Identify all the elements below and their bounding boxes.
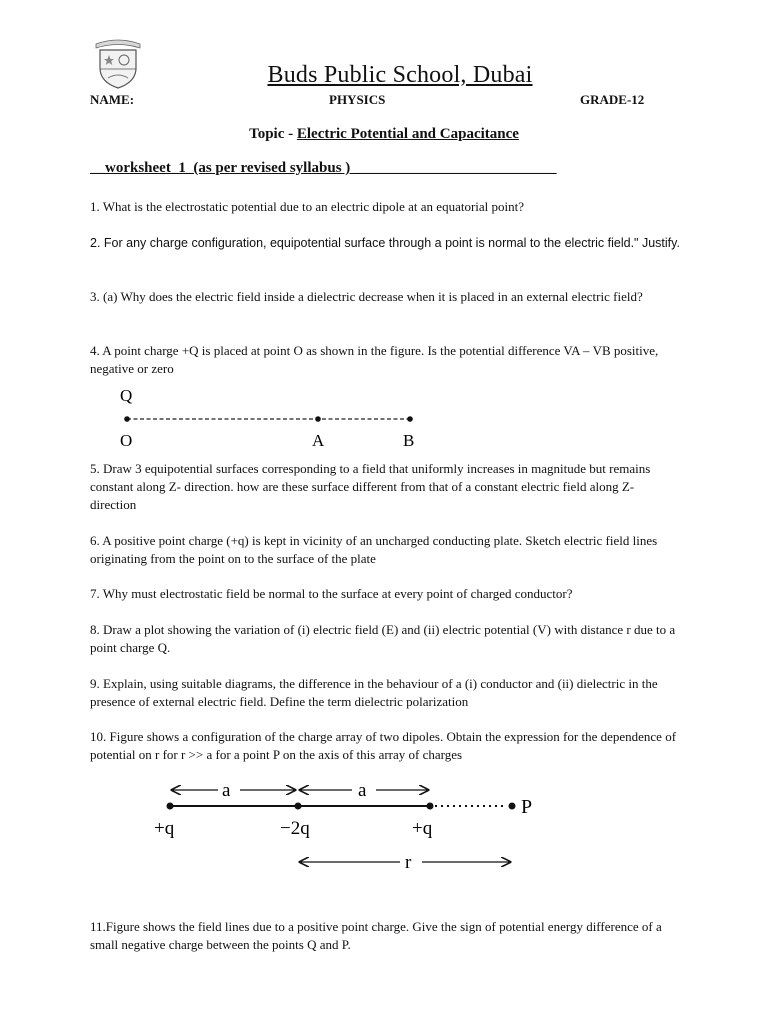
label-o: O <box>120 431 133 450</box>
label-q3: +q <box>412 818 433 839</box>
question-6: 6. A positive point charge (+q) is kept in vicinity of an uncharged conducting plate. Sketch electric field lines originating from the point on to the surface of the plate <box>90 533 658 566</box>
label-a2: a <box>358 780 367 801</box>
worksheet-text: worksheet_1_(as per revised syllabus ) ___________________________ <box>105 160 557 176</box>
name-label: NAME: <box>90 92 135 107</box>
label-p: P <box>521 796 533 818</box>
question-11: 11.Figure shows the field lines due to a positive point charge. Give the sign of potential energy difference of a small negative charge between the points Q and P. <box>90 919 662 952</box>
label-q2: −2q <box>280 818 310 839</box>
point-o-dot <box>124 416 130 422</box>
label-b: B <box>403 431 415 450</box>
question-1: 1. What is the electrostatic potential due to an electric dipole at an equatorial point? <box>90 199 525 214</box>
school-name: Buds Public School, Dubai <box>267 62 533 88</box>
label-q1: +q <box>154 818 175 839</box>
question-8: 8. Draw a plot showing the variation of (i) electric field (E) and (ii) electric potential (V) with distance r due to a point charge Q. <box>90 622 676 655</box>
topic-label: Topic - <box>249 126 294 142</box>
charge-minus-2q <box>295 803 302 810</box>
point-a-dot <box>315 416 321 422</box>
label-a: A <box>312 431 325 450</box>
question-4: 4. A point charge +Q is placed at point O as shown in the figure. Is the potential difference VA – VB positive, negative or zero <box>90 343 659 376</box>
school-logo <box>90 38 146 90</box>
topic-value: Electric Potential and Capacitance <box>296 126 519 142</box>
question-2: 2. For any charge configuration, equipotential surface through a point is normal to the electric field." Justify. <box>90 236 680 250</box>
figure-dipole-array <box>140 772 560 882</box>
charge-plus-q-right <box>427 803 434 810</box>
question-5: 5. Draw 3 equipotential surfaces corresponding to a field that uniformly increases in magnitude but remains constant along Z- direction. how are these surface different from that of a constant electric field along Z-direction <box>90 461 651 512</box>
label-q: Q <box>120 386 133 405</box>
grade-label: GRADE-12 <box>580 92 645 107</box>
label-r: r <box>405 852 412 873</box>
question-3: 3. (a) Why does the electric field inside a dielectric decrease when it is placed in an external electric field? <box>90 289 643 304</box>
question-10: 10. Figure shows a configuration of the charge array of two dipoles. Obtain the expression for the dependence of potential on r for r >> a for a point P on the axis of this array of charges <box>90 729 677 762</box>
point-b-dot <box>407 416 413 422</box>
label-a1: a <box>222 780 231 801</box>
question-7: 7. Why must electrostatic field be normal to the surface at every point of charged conductor? <box>90 586 573 601</box>
question-9: 9. Explain, using suitable diagrams, the difference in the behaviour of a (i) conductor and (ii) dielectric in the presence of external electric field. Define the term dielectric polarization <box>90 676 658 709</box>
worksheet-prefix: __ <box>90 160 105 176</box>
subject-label: PHYSICS <box>329 92 386 107</box>
point-p-dot <box>509 803 516 810</box>
topic-line <box>0 126 768 143</box>
worksheet-line <box>90 160 557 177</box>
figure-charge-line <box>110 384 430 454</box>
charge-plus-q-left <box>167 803 174 810</box>
